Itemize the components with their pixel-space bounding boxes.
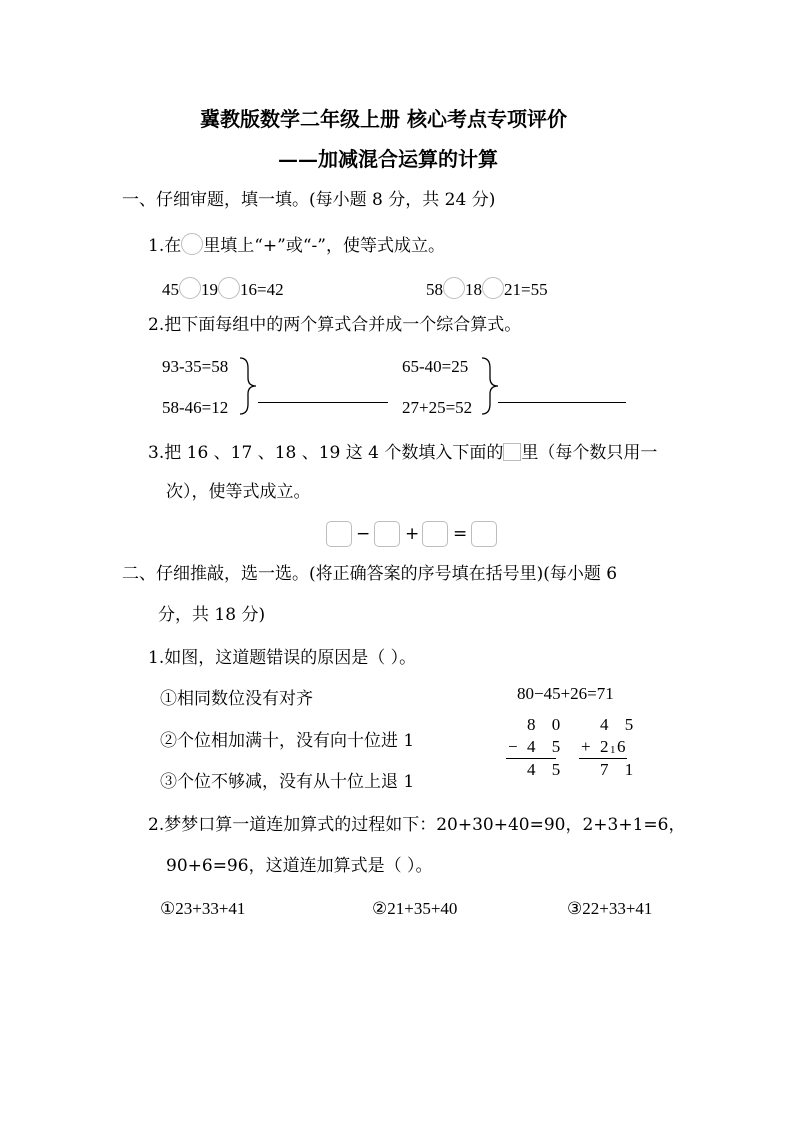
- page-subtitle: ——加减混合运算的计算: [278, 147, 498, 171]
- s2-q1-question: 1.如图，这道题错误的原因是（ ）。: [148, 648, 417, 668]
- section1-heading: 一、仔细审题，填一填。(每小题 8 分，共 24 分): [122, 190, 496, 210]
- q1-suffix: 里填上“+”或“-”，使等式成立。: [203, 236, 445, 256]
- q1-prefix: 1.在: [148, 236, 182, 256]
- eq-a-operand-2: 19: [201, 280, 218, 299]
- minus-sign: −: [356, 524, 371, 544]
- s2-q2-option-2[interactable]: ②21+35+40: [372, 899, 458, 918]
- s2-q2-option-3[interactable]: ③22+33+41: [567, 899, 653, 918]
- q3-instruction-line2: 次），使等式成立。: [166, 482, 311, 502]
- q3-suffix: 里（每个数只用一: [521, 443, 658, 463]
- answer-circle-example: [181, 233, 203, 255]
- q2-group-b-eq2: 27+25=52: [402, 398, 473, 417]
- q2-group-a-eq2: 58-46=12: [162, 398, 229, 417]
- eq-b-operand-3: 21=55: [504, 280, 548, 299]
- add-bottom-ones: 6: [617, 737, 626, 756]
- add-bottom-tens: 2: [600, 737, 609, 756]
- equals-sign: =: [453, 524, 468, 544]
- s2-q2-question: 2.梦梦口算一道连加算式的过程如下：20+30+40=90，2+3+1=6，: [148, 815, 686, 835]
- eq-b-operand-2: 18: [465, 280, 482, 299]
- brace-icon: [480, 356, 502, 416]
- s2-q1-option-2[interactable]: ②个位相加满十，没有向十位进 1: [160, 731, 415, 751]
- answer-box[interactable]: [374, 521, 400, 547]
- answer-circle[interactable]: [482, 277, 504, 299]
- answer-circle[interactable]: [218, 277, 240, 299]
- add-divider: [579, 758, 627, 759]
- answer-circle[interactable]: [443, 277, 465, 299]
- eq-b-operand-1: 58: [426, 280, 443, 299]
- wrong-equation: 80−45+26=71: [517, 684, 614, 703]
- q3-prefix: 3.把 16 、17 、18 、19 这 4 个数填入下面的: [148, 443, 504, 463]
- q2-instruction: 2.把下面每组中的两个算式合并成一个综合算式。: [148, 315, 522, 335]
- q1-equation-a: [162, 277, 284, 299]
- section2-heading-line2: 分，共 18 分): [158, 605, 266, 625]
- q1-equation-b: [426, 277, 548, 299]
- q1-instruction: [148, 233, 445, 255]
- s2-q1-option-1[interactable]: ①相同数位没有对齐: [160, 689, 313, 709]
- add-result: 7 1: [600, 760, 640, 779]
- s2-q2-option-1[interactable]: ①23+33+41: [160, 899, 246, 918]
- sub-top: 8 0: [527, 715, 567, 734]
- answer-box[interactable]: [422, 521, 448, 547]
- eq-a-operand-3: 16=42: [240, 280, 284, 299]
- s2-q2-question-line2: 90+6=96，这道连加算式是（ ）。: [166, 856, 433, 876]
- s2-q1-option-3[interactable]: ③个位不够减，没有从十位上退 1: [160, 772, 415, 792]
- answer-box[interactable]: [471, 521, 497, 547]
- q2-group-a-eq1: 93-35=58: [162, 357, 229, 376]
- brace-icon: [238, 356, 260, 416]
- sub-result: 4 5: [527, 760, 567, 779]
- q2-group-b-eq1: 65-40=25: [402, 357, 469, 376]
- eq-a-operand-1: 45: [162, 280, 179, 299]
- q3-instruction: [148, 443, 657, 462]
- add-top: 4 5: [600, 715, 640, 734]
- section2-heading: 二、仔细推敲，选一选。(将正确答案的序号填在括号里)(每小题 6: [122, 564, 618, 584]
- answer-box[interactable]: [326, 521, 352, 547]
- answer-line[interactable]: [258, 402, 388, 403]
- sub-divider: [506, 758, 556, 759]
- sub-bottom: 4 5: [527, 737, 567, 756]
- sub-operator: −: [508, 737, 518, 756]
- answer-line[interactable]: [498, 402, 626, 403]
- add-carry-digit: 1: [610, 744, 616, 756]
- answer-circle[interactable]: [179, 277, 201, 299]
- plus-sign: +: [405, 524, 420, 544]
- page-title: 冀教版数学二年级上册 核心考点专项评价: [200, 107, 567, 131]
- answer-square-example: [503, 443, 521, 461]
- add-operator: +: [581, 737, 591, 756]
